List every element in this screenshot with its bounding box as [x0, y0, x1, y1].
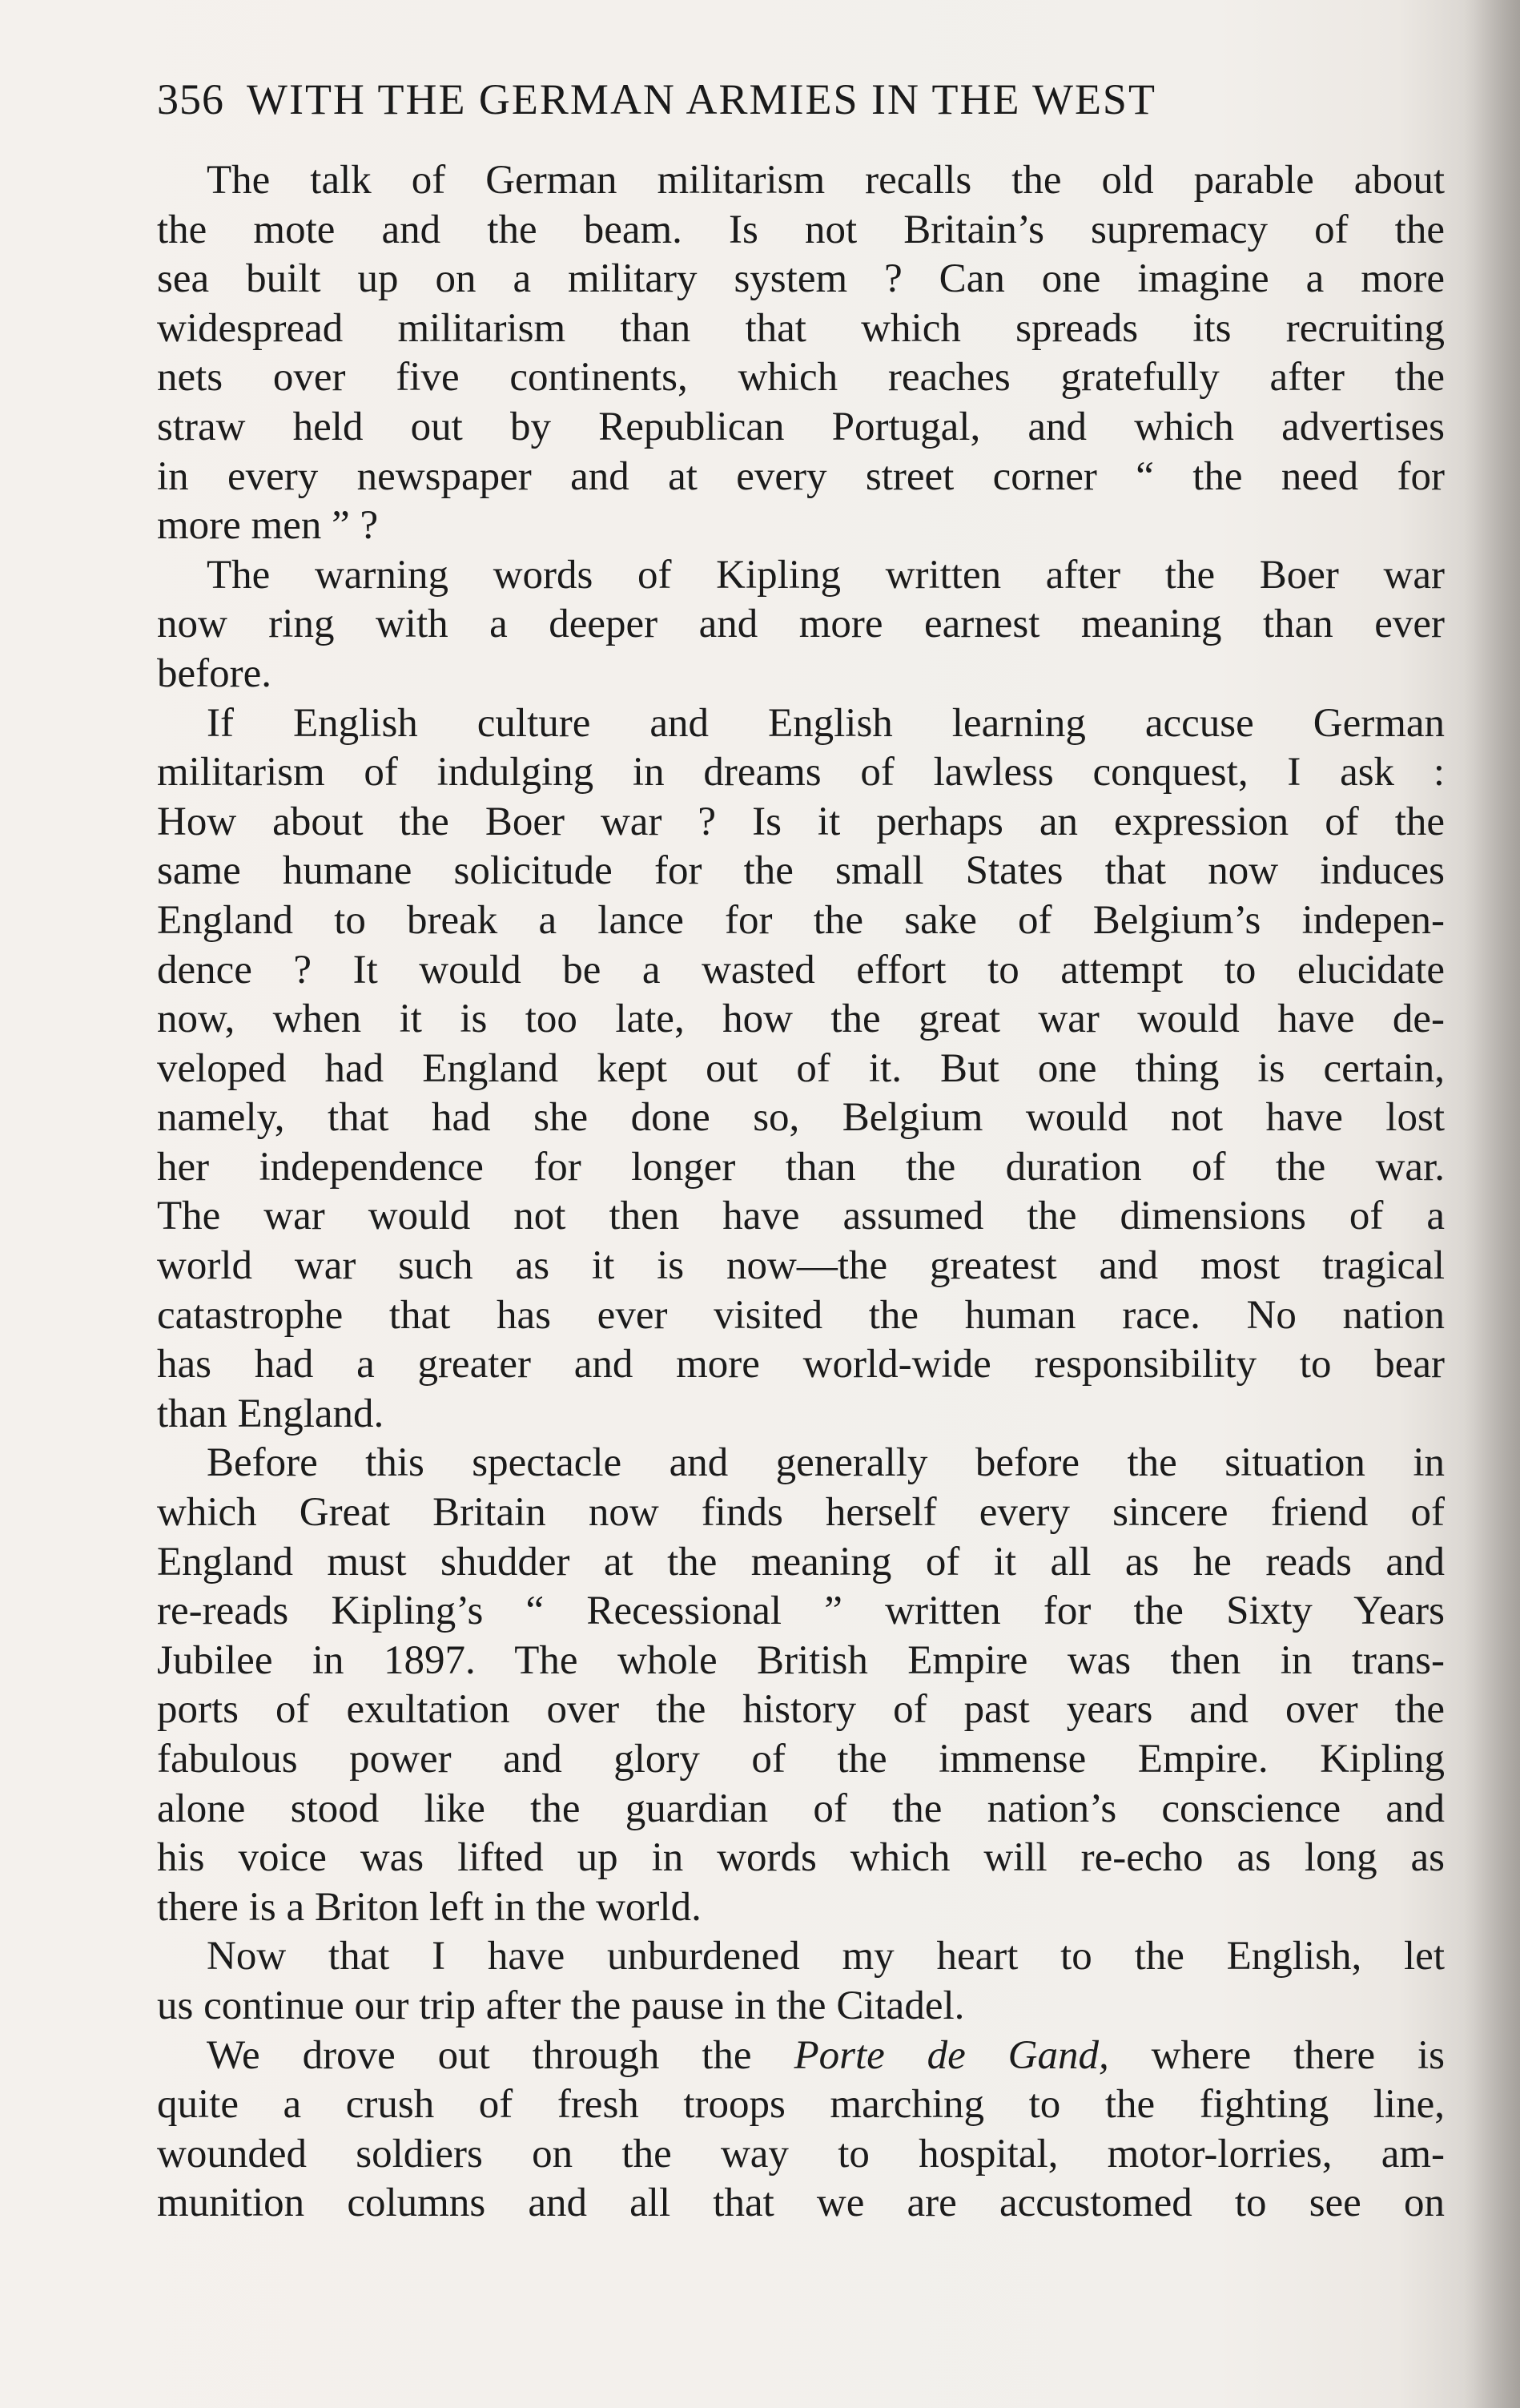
- paragraph: [157, 2031, 1445, 2229]
- text-line: which Great Britain now finds herself every sincere friend of: [157, 1490, 1445, 1536]
- text-line: quite a crush of fresh troops marching to the fighting line,: [157, 2082, 1445, 2128]
- text-line: now, when it is too late, how the great war would have de-: [157, 997, 1445, 1042]
- text-line: namely, that had she done so, Belgium would not have lost: [157, 1095, 1445, 1141]
- paragraph: [157, 1932, 1445, 2031]
- text-line: there is a Briton left in the world.: [157, 1884, 702, 1930]
- text-line: nets over five continents, which reaches gratefully after the: [157, 355, 1445, 401]
- text-line: Jubilee in 1897. The whole British Empire was then in trans-: [157, 1637, 1445, 1683]
- text-line: same humane solicitude for the small States that now induces: [157, 848, 1445, 894]
- text-line: ports of exultation over the history of past years and over the: [157, 1687, 1445, 1733]
- text-line: England to break a lance for the sake of Belgium’s indepen-: [157, 897, 1445, 943]
- paragraph: [157, 551, 1445, 699]
- text-line: Before this spectacle and generally before the situation in: [207, 1440, 1445, 1486]
- text-line: If English culture and English learning accuse German: [207, 700, 1445, 746]
- text-line: the mote and the beam. Is not Britain’s supremacy of the: [157, 207, 1445, 252]
- paragraph: [157, 699, 1445, 1440]
- text-line: alone stood like the guardian of the nation’s conscience and: [157, 1786, 1445, 1831]
- body-text: [157, 156, 1445, 2229]
- text-line: England must shudder at the meaning of it all as he reads and: [157, 1539, 1445, 1585]
- text-line: militarism of indulging in dreams of lawless conquest, I ask :: [157, 750, 1445, 795]
- text-fragment: where there is: [1108, 2032, 1445, 2078]
- text-line: dence ? It would be a wasted effort to attempt to elucidate: [157, 947, 1445, 993]
- text-line: catastrophe that has ever visited the human race. No nation: [157, 1292, 1445, 1338]
- text-line: Now that I have unburdened my heart to the English, let: [207, 1934, 1445, 1979]
- running-title: WITH THE GERMAN ARMIES IN THE WEST: [247, 75, 1156, 123]
- gutter-shadow: [1464, 0, 1520, 2408]
- text-fragment: We drove out through the: [207, 2032, 794, 2078]
- text-line: The talk of German militarism recalls the old parable about: [207, 158, 1445, 203]
- text-line: than England.: [157, 1391, 384, 1436]
- text-line: How about the Boer war ? Is it perhaps an expression of the: [157, 799, 1445, 844]
- text-line: now ring with a deeper and more earnest meaning than ever: [157, 602, 1445, 647]
- text-line: sea built up on a military system ? Can one imagine a more: [157, 256, 1445, 302]
- paragraph: [157, 1439, 1445, 1932]
- text-line: munition columns and all that we are accustomed to see on: [157, 2180, 1445, 2226]
- text-line: The war would not then have assumed the dimensions of a: [157, 1194, 1445, 1239]
- text-line: re-reads Kipling’s “ Recessional ” written for the Sixty Years: [157, 1589, 1445, 1634]
- text-line: straw held out by Republican Portugal, and which advertises: [157, 404, 1445, 449]
- text-line: us continue our trip after the pause in the Citadel.: [157, 1983, 965, 2028]
- text-line: his voice was lifted up in words which will re-echo as long as: [157, 1835, 1445, 1881]
- text-line-with-italic: [157, 2031, 1445, 2081]
- text-line: her independence for longer than the duration of the war.: [157, 1144, 1445, 1190]
- text-line: more men ” ?: [157, 503, 379, 549]
- text-line: veloped had England kept out of it. But one thing is certain,: [157, 1045, 1445, 1091]
- page-number: 356: [157, 75, 224, 123]
- italic-place-name: Porte de Gand,: [794, 2032, 1109, 2078]
- text-line: fabulous power and glory of the immense Empire. Kipling: [157, 1737, 1445, 1782]
- text-line: has had a greater and more world-wide responsibility to bear: [157, 1342, 1445, 1387]
- text-line: in every newspaper and at every street corner “ the need for: [157, 453, 1445, 499]
- paragraph: [157, 156, 1445, 551]
- running-header: [157, 67, 1374, 131]
- text-line: wounded soldiers on the way to hospital, motor-lorries, am-: [157, 2131, 1445, 2176]
- text-line: widespread militarism than that which spreads its recruiting: [157, 305, 1445, 351]
- text-line: before.: [157, 650, 271, 696]
- text-line: world war such as it is now—the greatest and most tragical: [157, 1243, 1445, 1289]
- text-line: The warning words of Kipling written after the Boer war: [207, 552, 1445, 598]
